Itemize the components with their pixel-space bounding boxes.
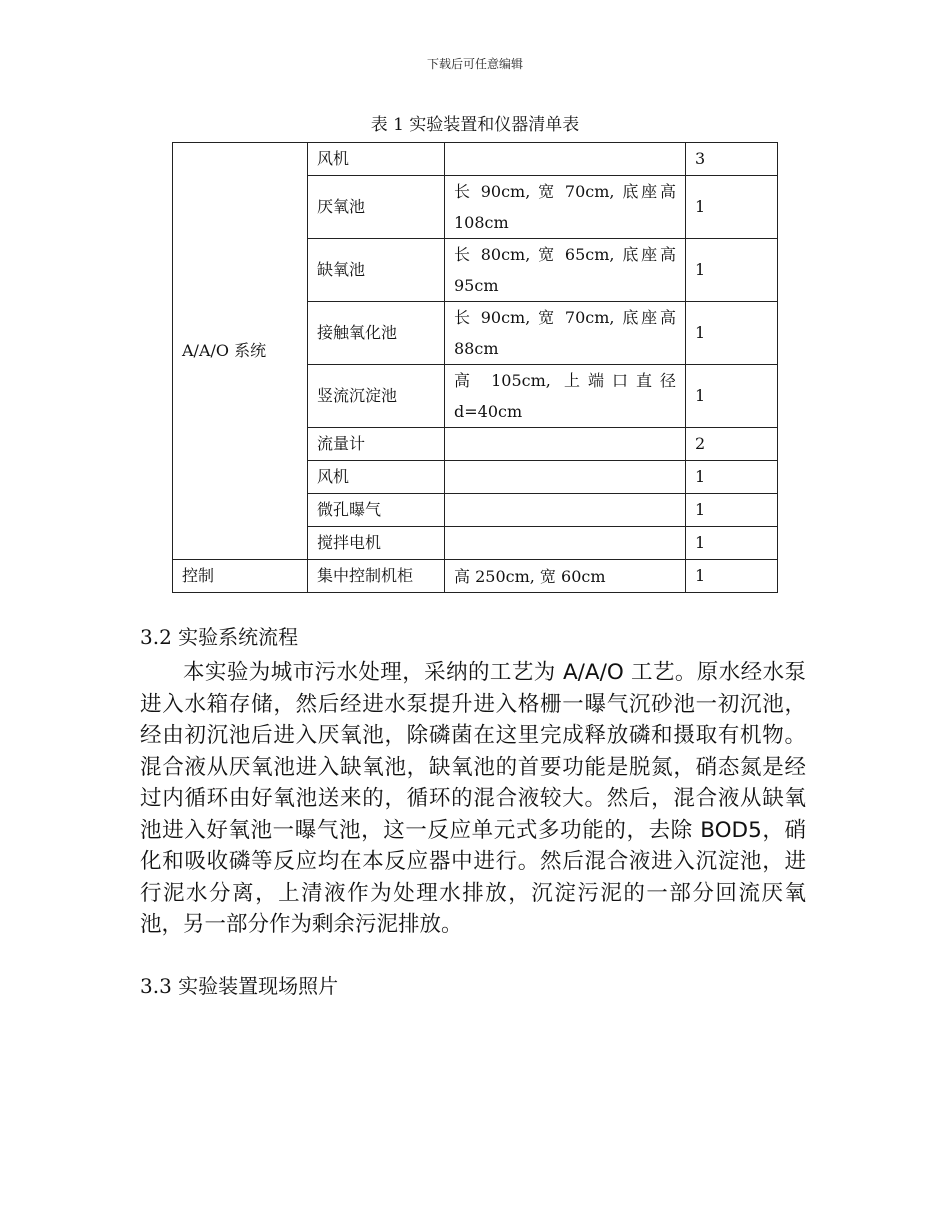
equipment-name: 风机 bbox=[308, 461, 445, 494]
table-row bbox=[173, 143, 778, 176]
equipment-name: 竖流沉淀池 bbox=[308, 365, 445, 428]
equipment-name: 微孔曝气 bbox=[308, 494, 445, 527]
equipment-spec: 长 90cm, 宽 70cm, 底座高 88cm bbox=[445, 302, 686, 365]
equipment-qty: 2 bbox=[686, 428, 778, 461]
equipment-spec bbox=[445, 143, 686, 176]
group-cell-control: 控制 bbox=[173, 560, 308, 593]
equipment-name: 流量计 bbox=[308, 428, 445, 461]
equipment-spec bbox=[445, 494, 686, 527]
equipment-qty: 1 bbox=[686, 560, 778, 593]
equipment-name: 接触氧化池 bbox=[308, 302, 445, 365]
equipment-spec bbox=[445, 527, 686, 560]
equipment-spec: 长 80cm, 宽 65cm, 底座高 95cm bbox=[445, 239, 686, 302]
equipment-spec: 长 90cm, 宽 70cm, 底座高 108cm bbox=[445, 176, 686, 239]
equipment-qty: 1 bbox=[686, 302, 778, 365]
equipment-qty: 1 bbox=[686, 461, 778, 494]
equipment-qty: 1 bbox=[686, 239, 778, 302]
equipment-spec bbox=[445, 461, 686, 494]
equipment-qty: 3 bbox=[686, 143, 778, 176]
equipment-qty: 1 bbox=[686, 365, 778, 428]
equipment-name: 集中控制机柜 bbox=[308, 560, 445, 593]
equipment-qty: 1 bbox=[686, 176, 778, 239]
equipment-qty: 1 bbox=[686, 527, 778, 560]
section-3-2-paragraph: 本实验为城市污水处理，采纳的工艺为 A/A/O 工艺。原水经水泵进入水箱存储，然后经进水泵提升进入格栅一曝气沉砂池一初沉池，经由初沉池后进入厌氧池，除磷菌在这里完成释放磷和摄取有机物。混合液从厌氧池进入缺氧池，缺氧池的首要功能是脱氮，硝态氮是经过内循环由好氧池送来的，循环的混合液较大。然后，混合液从缺氧池进入好氧池一曝气池，这一反应单元式多功能的，去除 BOD5，硝化和吸收磷等反应均在本反应器中进行。然后混合液进入沉淀池，进行泥水分离，上清液作为处理水排放，沉淀污泥的一部分回流厌氧池，另一部分作为剩余污泥排放。 bbox=[140, 660, 806, 937]
equipment-name: 缺氧池 bbox=[308, 239, 445, 302]
equipment-name: 搅拌电机 bbox=[308, 527, 445, 560]
equipment-spec: 高 250cm, 宽 60cm bbox=[445, 560, 686, 593]
equipment-table bbox=[172, 142, 778, 593]
equipment-spec: 高 105cm, 上端口直径 d=40cm bbox=[445, 365, 686, 428]
page-header-note: 下载后可任意编辑 bbox=[426, 57, 523, 71]
table-row bbox=[173, 560, 778, 593]
equipment-spec bbox=[445, 428, 686, 461]
section-heading-3-3: 3.3 实验装置现场照片 bbox=[140, 974, 339, 998]
table-caption: 表 1 实验装置和仪器清单表 bbox=[370, 115, 580, 135]
equipment-name: 厌氧池 bbox=[308, 176, 445, 239]
group-cell-aao: A/A/O 系统 bbox=[173, 143, 308, 560]
equipment-name: 风机 bbox=[308, 143, 445, 176]
section-heading-3-2: 3.2 实验系统流程 bbox=[140, 625, 299, 649]
equipment-qty: 1 bbox=[686, 494, 778, 527]
